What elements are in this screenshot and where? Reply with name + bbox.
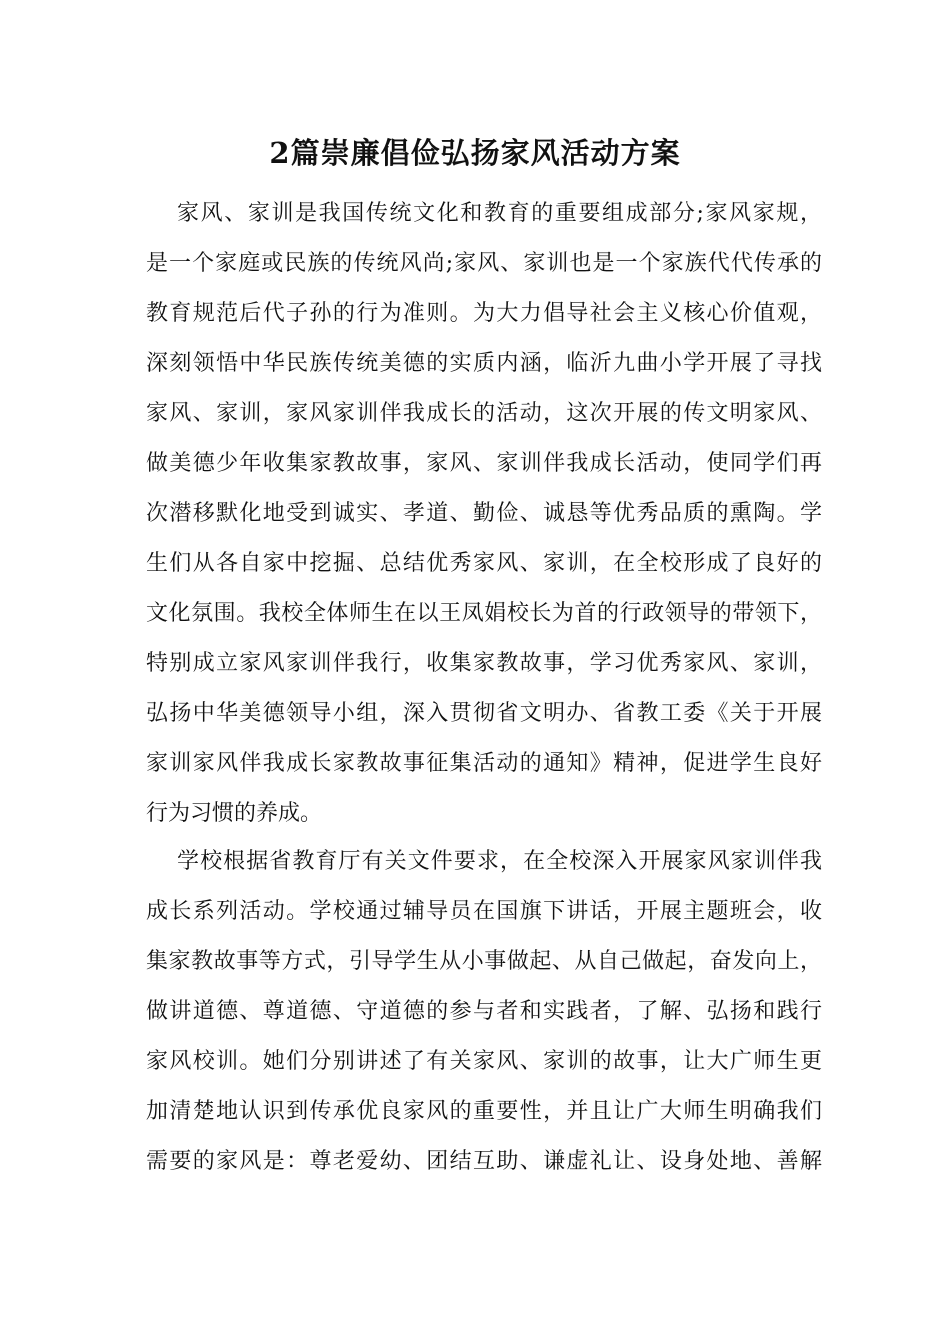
paragraph-2 xyxy=(146,837,822,1187)
paragraph-1 xyxy=(146,189,822,839)
text-line: 教育规范后代子孙的行为准则。为大力倡导社会主义核心价值观， xyxy=(146,301,822,326)
text-line: 需要的家风是：尊老爱幼、团结互助、谦虚礼让、设身处地、善解 xyxy=(146,1149,822,1174)
text-line: 特别成立家风家训伴我行，收集家教故事，学习优秀家风、家训， xyxy=(146,651,822,676)
text-line: 集家教故事等方式，引导学生从小事做起、从自己做起，奋发向上， xyxy=(146,949,822,974)
text-line: 做美德少年收集家教故事，家风、家训伴我成长活动，使同学们再 xyxy=(146,451,822,476)
text-line: 生们从各自家中挖掘、总结优秀家风、家训，在全校形成了良好的 xyxy=(146,551,822,576)
text-line: 家风校训。她们分别讲述了有关家风、家训的故事，让大广师生更 xyxy=(146,1049,822,1074)
text-line: 家训家风伴我成长家教故事征集活动的通知》精神，促进学生良好 xyxy=(146,751,822,776)
text-line: 家风、家训是我国传统文化和教育的重要组成部分;家风家规， xyxy=(177,201,822,226)
text-line: 做讲道德、尊道德、守道德的参与者和实践者，了解、弘扬和践行 xyxy=(146,999,822,1024)
text-line: 文化氛围。我校全体师生在以王凤娟校长为首的行政领导的带领下， xyxy=(146,601,822,626)
text-line: 加清楚地认识到传承优良家风的重要性，并且让广大师生明确我们 xyxy=(146,1099,822,1124)
text-line: 次潜移默化地受到诚实、孝道、勤俭、诚恳等优秀品质的熏陶。学 xyxy=(146,501,822,526)
text-line: 学校根据省教育厅有关文件要求，在全校深入开展家风家训伴我 xyxy=(177,849,822,874)
text-line: 成长系列活动。学校通过辅导员在国旗下讲话，开展主题班会，收 xyxy=(146,899,822,924)
document-title: 2篇崇廉倡俭弘扬家风活动方案 xyxy=(269,136,681,170)
text-line: 是一个家庭或民族的传统风尚;家风、家训也是一个家族代代传承的 xyxy=(146,251,822,276)
text-line: 行为习惯的养成。 xyxy=(146,801,323,826)
text-line: 弘扬中华美德领导小组，深入贯彻省文明办、省教工委《关于开展 xyxy=(146,701,822,726)
text-line: 家风、家训，家风家训伴我成长的活动，这次开展的传文明家风、 xyxy=(146,401,822,426)
text-line: 深刻领悟中华民族传统美德的实质内涵，临沂九曲小学开展了寻找 xyxy=(146,351,822,376)
